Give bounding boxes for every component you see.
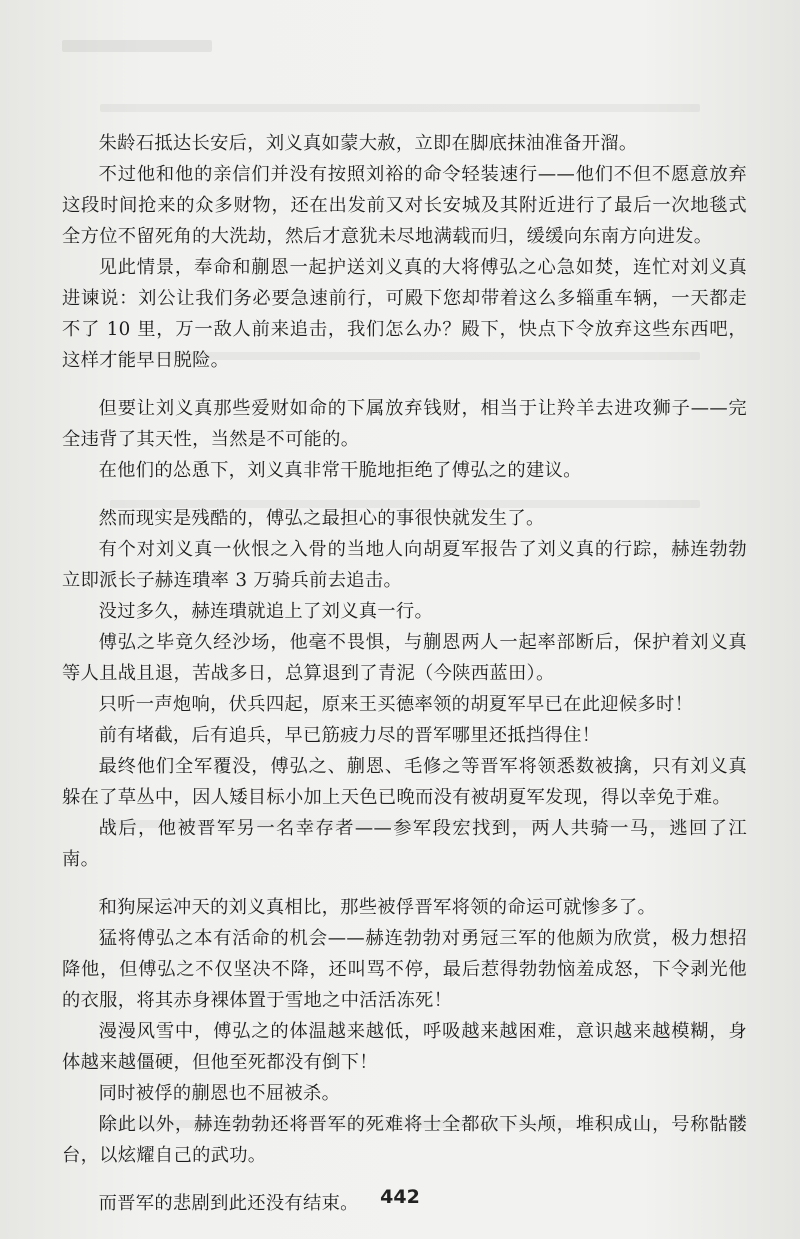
paragraph: 只听一声炮响，伏兵四起，原来王买德率领的胡夏军早已在此迎候多时！ (98, 694, 694, 715)
paragraph: 前有堵截，后有追兵，早已筋疲力尽的晋军哪里还抵挡得住！ (98, 725, 601, 746)
paragraph: 没过多久，赫连璝就追上了刘义真一行。 (98, 601, 434, 622)
paragraph: 但要让刘义真那些爱财如命的下属放弃钱财，相当于让羚羊去进攻狮子——完全违背了其天性，当然是不可能的。 (62, 398, 747, 450)
paragraph: 见此情景，奉命和蒯恩一起护送刘义真的大将傅弘之心急如焚，连忙对刘义真进谏说：刘公让我们务必要急速前行，可殿下您却带着这么多辎重车辆，一天都走不了 10 里，万一敌人前来追击，我们怎么办？殿下，快点下令放弃这些东西吧，这样才能早日脱险。 (62, 257, 747, 371)
paragraph: 漫漫风雪中，傅弘之的体温越来越低，呼吸越来越困难，意识越来越模糊，身体越来越僵硬，但他至死都没有倒下！ (62, 1021, 747, 1073)
paragraph: 猛将傅弘之本有活命的机会——赫连勃勃对勇冠三军的他颇为欣赏，极力想招降他，但傅弘之不仅坚决不降，还叫骂不停，最后惹得勃勃恼羞成怒，下令剥光他的衣服，将其赤身裸体置于雪地之中活活冻死！ (62, 928, 747, 1011)
paragraph: 和狗屎运冲天的刘义真相比，那些被俘晋军将领的命运可就惨多了。 (98, 897, 657, 918)
bleed-through-header (62, 40, 212, 52)
bleed-through-line (100, 104, 700, 112)
paragraph: 而晋军的悲剧到此还没有结束。 (98, 1193, 359, 1214)
paragraph: 傅弘之毕竟久经沙场，他毫不畏惧，与蒯恩两人一起率部断后，保护着刘义真等人且战且退，苦战多日，总算退到了青泥（今陕西蓝田）。 (62, 632, 747, 684)
paragraph: 朱龄石抵达长安后，刘义真如蒙大赦，立即在脚底抹油准备开溜。 (98, 133, 638, 154)
paragraph: 除此以外，赫连勃勃还将晋军的死难将士全都砍下头颅，堆积成山，号称骷髅台，以炫耀自己的武功。 (62, 1114, 747, 1166)
paragraph: 不过他和他的亲信们并没有按照刘裕的命令轻装速行——他们不但不愿意放弃这段时间抢来的众多财物，还在出发前又对长安城及其附近进行了最后一次地毯式全方位不留死角的大洗劫，然后才意犹未尽地满载而归，缓缓向东南方向进发。 (62, 164, 747, 247)
main-text (62, 128, 747, 1219)
paragraph: 同时被俘的蒯恩也不屈被杀。 (98, 1083, 341, 1104)
paragraph: 最终他们全军覆没，傅弘之、蒯恩、毛修之等晋军将领悉数被擒，只有刘义真躲在了草丛中，因人矮目标小加上天色已晚而没有被胡夏军发现，得以幸免于难。 (62, 756, 747, 808)
page-number: 442 (380, 1186, 420, 1208)
paragraph: 有个对刘义真一伙恨之入骨的当地人向胡夏军报告了刘义真的行踪，赫连勃勃立即派长子赫连璝率 3 万骑兵前去追击。 (62, 539, 747, 591)
paragraph: 战后，他被晋军另一名幸存者——参军段宏找到，两人共骑一马，逃回了江南。 (62, 818, 747, 870)
paragraph: 在他们的怂恿下，刘义真非常干脆地拒绝了傅弘之的建议。 (98, 460, 582, 481)
paragraph: 然而现实是残酷的，傅弘之最担心的事很快就发生了。 (98, 508, 545, 529)
